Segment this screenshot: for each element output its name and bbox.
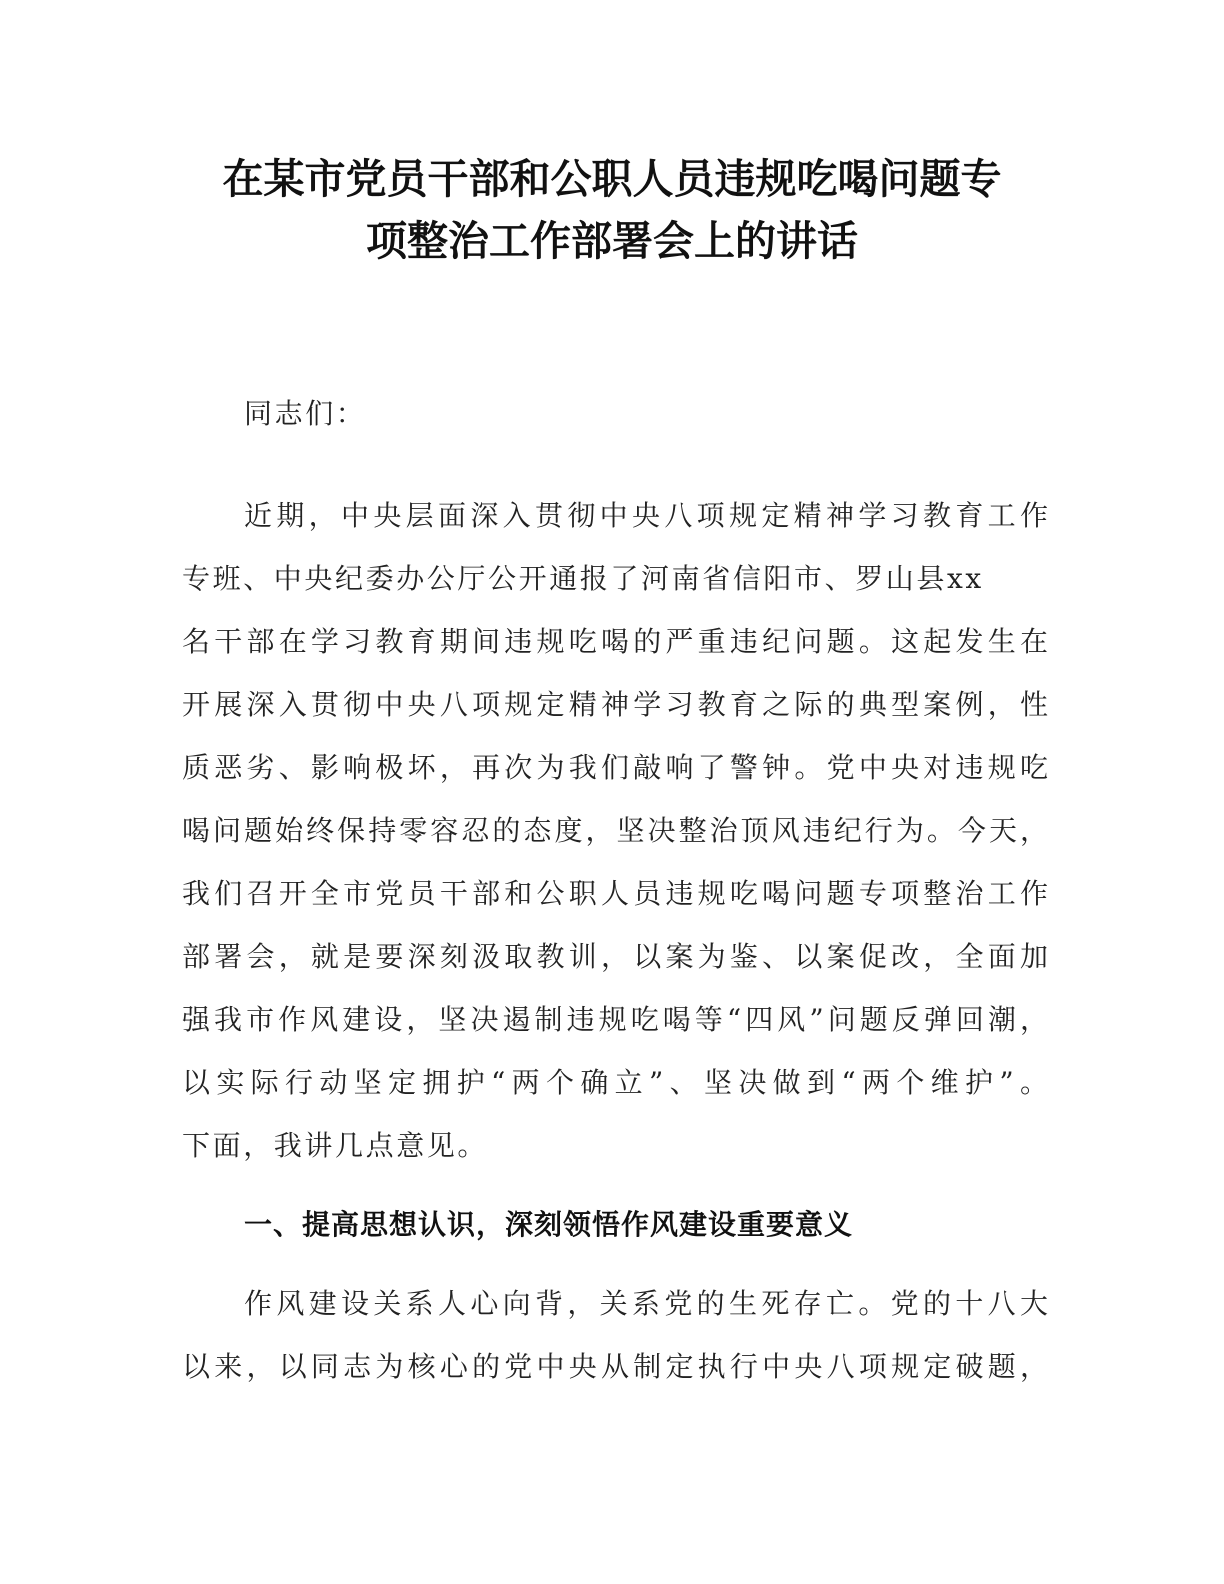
title-line-2: 项整治工作部署会上的讲话 xyxy=(366,217,858,265)
document-title xyxy=(150,148,1074,272)
paragraph-1 xyxy=(182,484,1048,1177)
section-1-heading: 一、提高思想认识，深刻领悟作风建设重要意义 xyxy=(244,1208,854,1241)
paragraph-line: 强我市作风建设，坚决遏制违规吃喝等“四风”问题反弹回潮， xyxy=(182,1003,1048,1036)
paragraph-line: 专班、中央纪委办公厅公开通报了河南省信阳市、罗山县xx xyxy=(182,562,984,595)
paragraph-line: 我们召开全市党员干部和公职人员违规吃喝问题专项整治工作 xyxy=(182,877,1048,910)
paragraph-line: 作风建设关系人心向背，关系党的生死存亡。党的十八大 xyxy=(244,1287,1048,1320)
title-line-1: 在某市党员干部和公职人员违规吃喝问题专 xyxy=(222,155,1002,203)
document-body xyxy=(182,384,1048,1398)
paragraph-line: 喝问题始终保持零容忍的态度，坚决整治顶风违纪行为。今天， xyxy=(182,814,1048,847)
paragraph-line: 开展深入贯彻中央八项规定精神学习教育之际的典型案例，性 xyxy=(182,688,1048,721)
salutation: 同志们： xyxy=(244,397,367,430)
paragraph-line: 下面，我讲几点意见。 xyxy=(182,1129,489,1162)
paragraph-line: 质恶劣、影响极坏，再次为我们敲响了警钟。党中央对违规吃 xyxy=(182,751,1048,784)
paragraph-2 xyxy=(182,1272,1048,1398)
paragraph-line: 近期，中央层面深入贯彻中央八项规定精神学习教育工作 xyxy=(244,499,1048,532)
paragraph-line: 以来，以同志为核心的党中央从制定执行中央八项规定破题， xyxy=(182,1350,1048,1383)
paragraph-line: 以实际行动坚定拥护“两个确立”、坚决做到“两个维护”。 xyxy=(182,1066,1048,1099)
paragraph-line: 部署会，就是要深刻汲取教训，以案为鉴、以案促改，全面加 xyxy=(182,940,1048,973)
paragraph-line: 名干部在学习教育期间违规吃喝的严重违纪问题。这起发生在 xyxy=(182,625,1048,658)
